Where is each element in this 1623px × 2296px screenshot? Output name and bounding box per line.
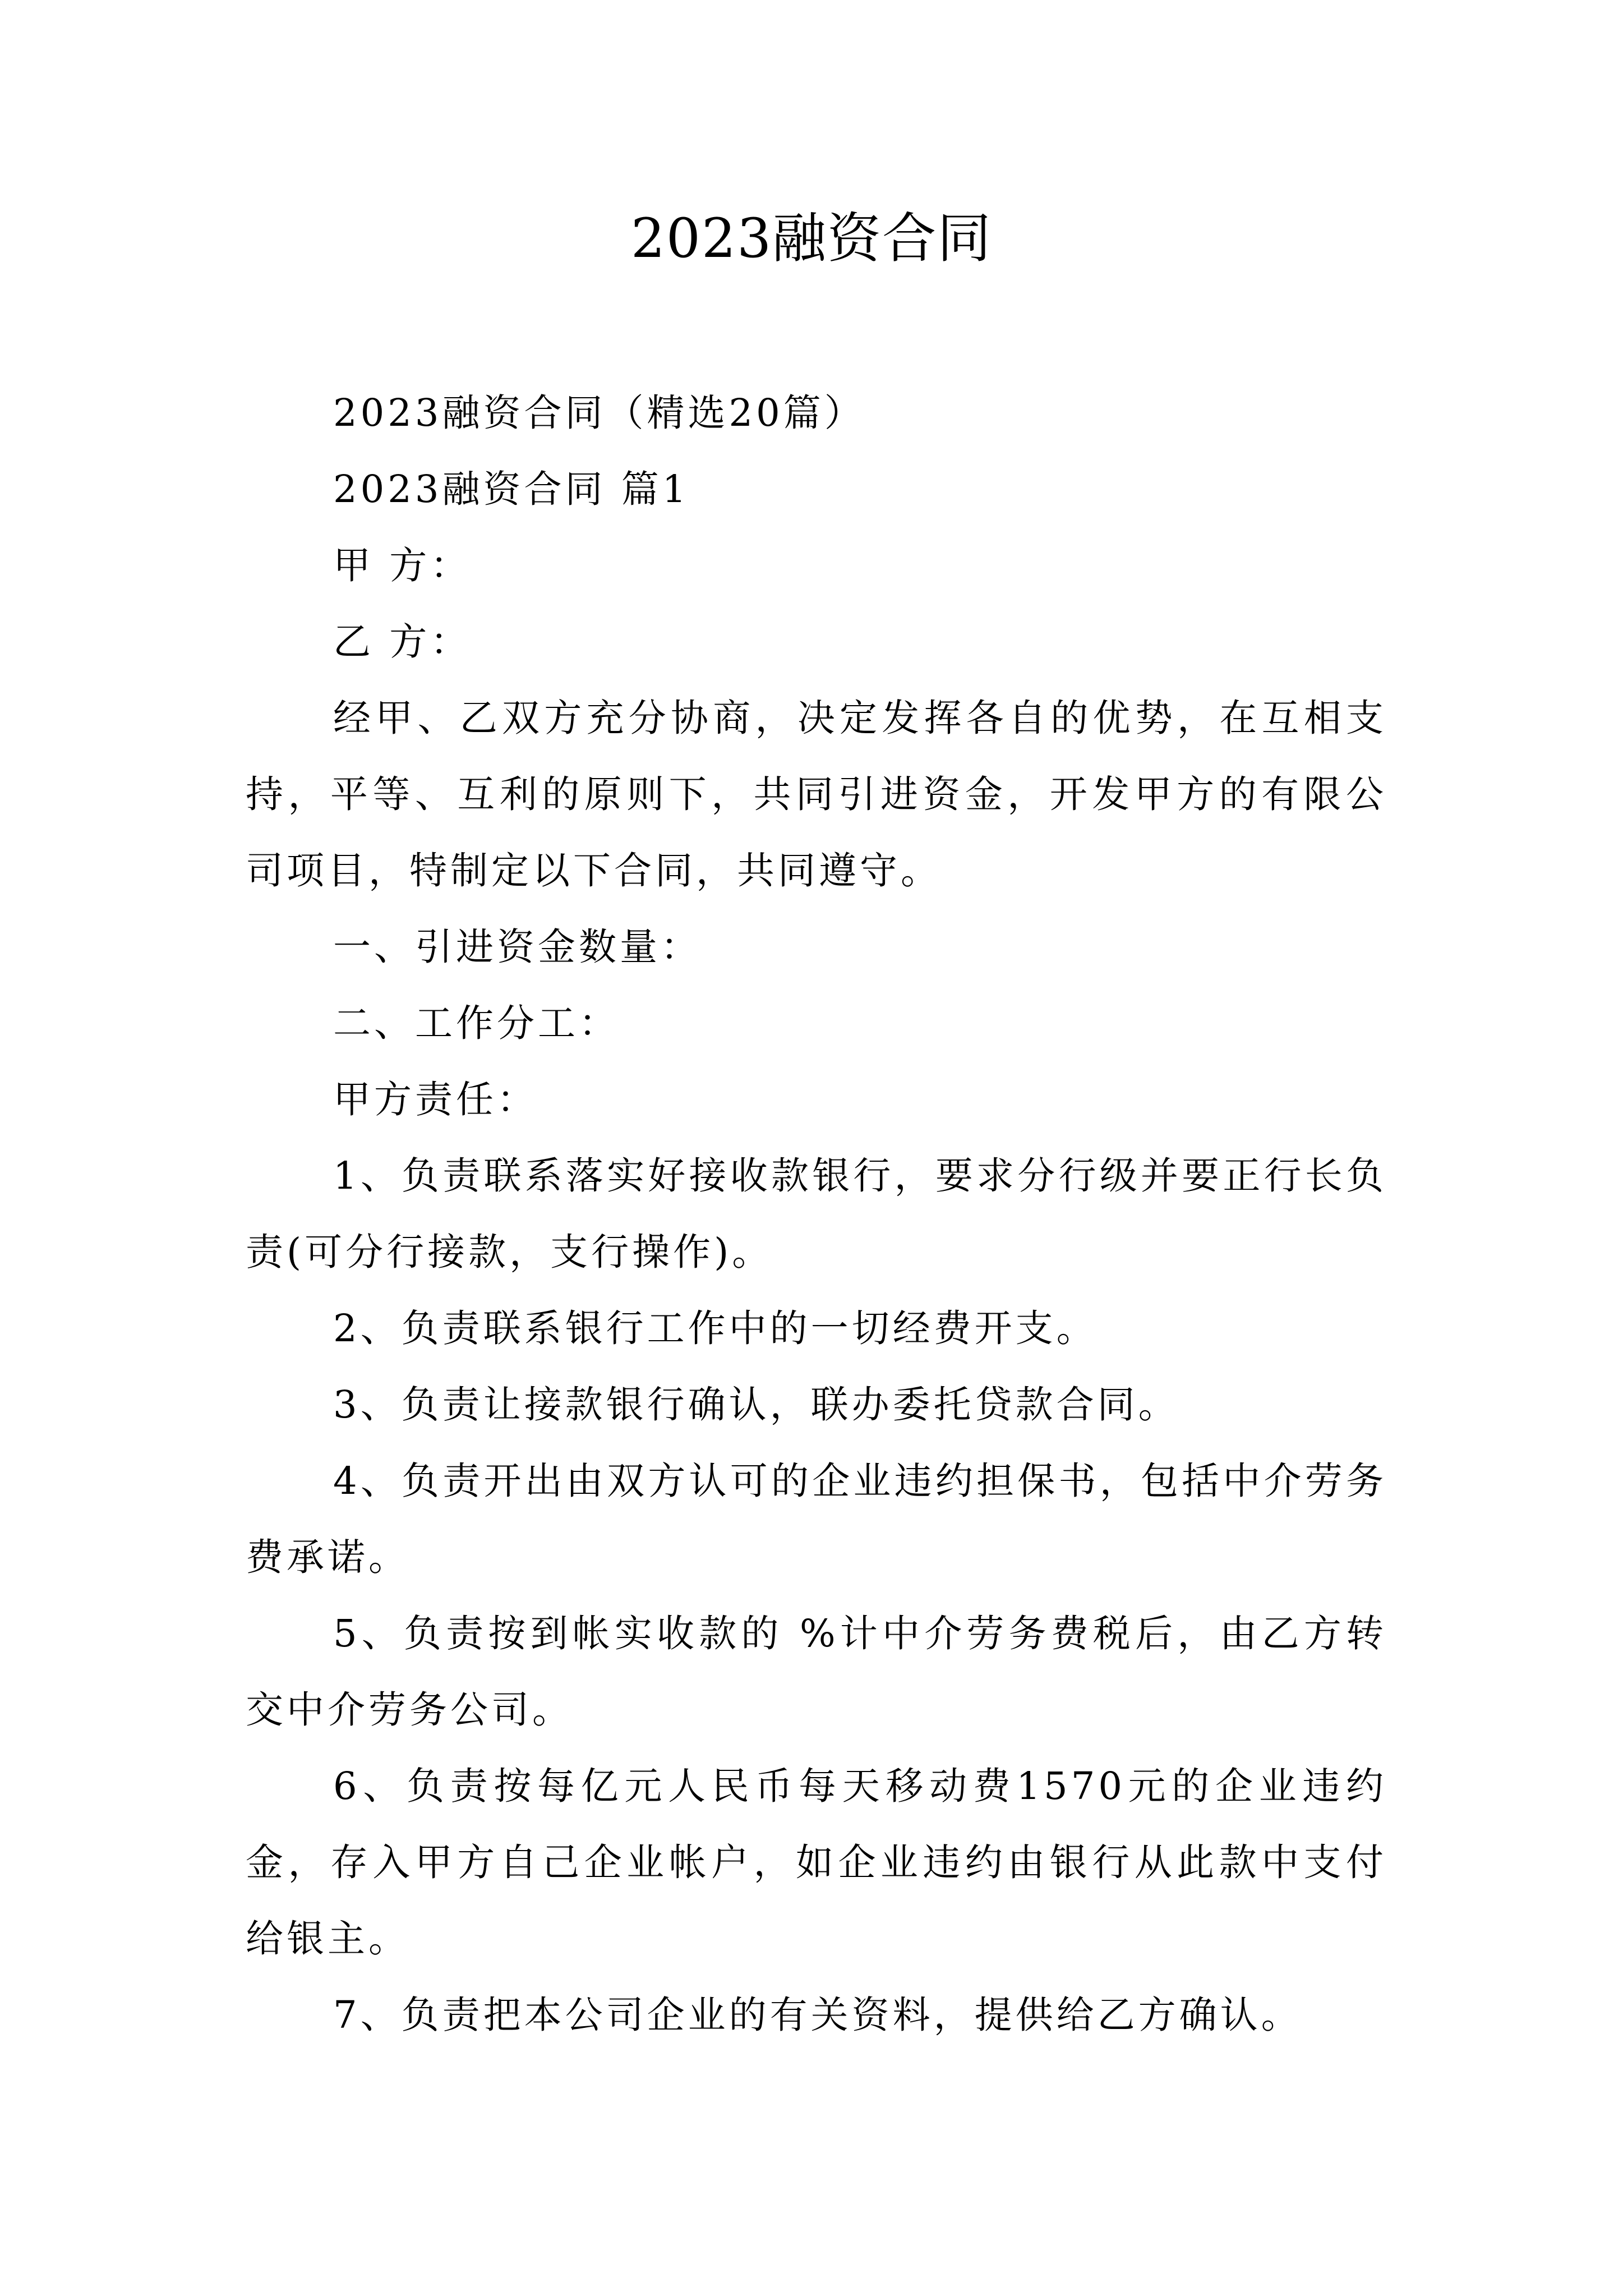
paragraph-duty-6: 6、负责按每亿元人民币每天移动费1570元的企业违约金，存入甲方自己企业帐户，如企业违约由银行从此款中支付给银主。 — [246, 1764, 1387, 1961]
paragraph-clause-1: 一、引进资金数量： — [333, 925, 702, 969]
document-body — [246, 375, 1387, 2053]
paragraph-party-b: 乙 方： — [333, 620, 472, 664]
paragraph-section-heading: 2023融资合同 篇1 — [333, 467, 690, 511]
paragraph-duty-1: 1、负责联系落实好接收款银行，要求分行级并要正行长负责(可分行接款，支行操作)。 — [246, 1154, 1387, 1274]
paragraph-duty-4: 4、负责开出由双方认可的企业违约担保书，包括中介劳务费承诺。 — [246, 1459, 1387, 1579]
paragraph-collection-title: 2023融资合同（精选20篇） — [333, 391, 865, 435]
paragraph-clause-2: 二、工作分工： — [333, 1001, 620, 1045]
paragraph-duty-5: 5、负责按到帐实收款的 %计中介劳务费税后，由乙方转交中介劳务公司。 — [246, 1612, 1387, 1732]
document-title: 2023融资合同 — [630, 207, 993, 270]
paragraph-preamble: 经甲、乙双方充分协商，决定发挥各自的优势，在互相支持，平等、互利的原则下，共同引进资金，开发甲方的有限公司项目，特制定以下合同，共同遵守。 — [246, 696, 1387, 892]
paragraph-duty-2: 2、负责联系银行工作中的一切经费开支。 — [333, 1306, 1098, 1350]
paragraph-party-a-duties: 甲方责任： — [333, 1078, 538, 1121]
paragraph-party-a: 甲 方： — [333, 544, 472, 587]
paragraph-duty-7: 7、负责把本公司企业的有关资料，提供给乙方确认。 — [333, 1993, 1302, 2037]
paragraph-duty-3: 3、负责让接款银行确认，联办委托贷款合同。 — [333, 1383, 1179, 1427]
